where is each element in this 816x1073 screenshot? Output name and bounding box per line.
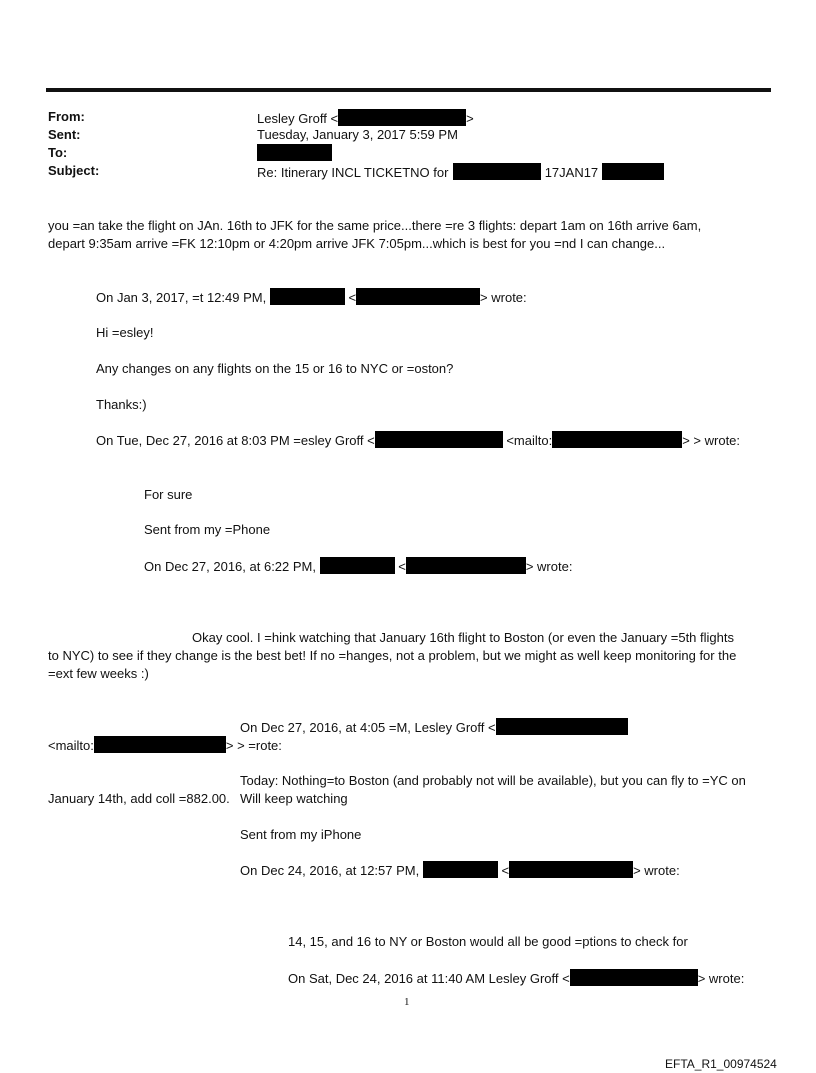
quote-line: Thanks:) (96, 397, 147, 412)
quote-line: Sent from my iPhone (240, 827, 362, 842)
quote-line: Sent from my =Phone (144, 522, 271, 537)
body-line: you =an take the flight on JAn. 16th to JFK for the same price...there =re 3 flights: depart 1am on 16th arrive 6am, (48, 218, 702, 233)
quote-header: On Dec 27, 2016, at 6:22 PM, < > wrote: (144, 559, 573, 574)
body-line: to NYC) to see if they change is the best bet! If no =hanges, not a problem, but we might as well keep monitoring for the (48, 648, 737, 663)
sent-label: Sent: (48, 127, 81, 142)
subject-value (257, 163, 664, 180)
redaction-box (453, 163, 541, 180)
quote-line: 14, 15, and 16 to NY or Boston would all be good =ptions to check for (288, 934, 688, 949)
redaction-box (602, 163, 664, 180)
quote-header: On Dec 24, 2016, at 12:57 PM, < > wrote: (240, 863, 680, 878)
from-name: Lesley Groff < (257, 111, 339, 126)
redaction-box (570, 969, 698, 986)
document-id: EFTA_R1_00974524 (665, 1057, 777, 1071)
subject-mid: 17JAN17 (544, 165, 599, 180)
quote-line: Hi =esley! (96, 325, 154, 340)
sent-value: Tuesday, January 3, 2017 5:59 PM (257, 127, 458, 142)
quote-line: For sure (144, 487, 193, 502)
subject-label: Subject: (48, 163, 100, 178)
from-label: From: (48, 109, 85, 124)
quote-header: On Jan 3, 2017, =t 12:49 PM, < > wrote: (96, 290, 527, 305)
quote-header: On Tue, Dec 27, 2016 at 8:03 PM =esley Groff < <mailto: > > wrote: (96, 433, 741, 448)
body-line: =ext few weeks :) (48, 666, 149, 681)
body-line: depart 9:35am arrive =FK 12:10pm or 4:20pm arrive JFK 7:05pm...which is best for you =nd I can change... (48, 236, 666, 251)
redaction-box (509, 861, 633, 878)
redaction-box (356, 288, 480, 305)
from-value (257, 109, 474, 126)
from-close: > (466, 111, 474, 126)
redaction-box (496, 718, 628, 735)
to-value (257, 144, 332, 163)
body-line: Okay cool. I =hink watching that January 16th flight to Boston (or even the January =5th flights (192, 630, 734, 645)
redaction-box (406, 557, 526, 574)
to-label: To: (48, 145, 68, 160)
quote-line: Will keep watching (240, 791, 348, 806)
redaction-box (375, 431, 503, 448)
redaction-box (257, 144, 332, 161)
quote-header: On Sat, Dec 24, 2016 at 11:40 AM Lesley Groff < > wrote: (288, 971, 745, 986)
header-rule (46, 88, 771, 92)
page-number: 1 (404, 996, 410, 1008)
quote-line: Today: Nothing=to Boston (and probably not will be available), but you can fly to =YC on (240, 773, 746, 788)
redaction-box (552, 431, 682, 448)
redaction-box (94, 736, 226, 753)
quote-line: January 14th, add coll =882.00. (48, 791, 230, 806)
redaction-box (320, 557, 395, 574)
redaction-box (338, 109, 466, 126)
quote-header-cont: <mailto: > > =rote: (48, 738, 282, 753)
redaction-box (270, 288, 345, 305)
redaction-box (423, 861, 498, 878)
quote-header: On Dec 27, 2016, at 4:05 =M, Lesley Groff < (240, 718, 628, 736)
quote-line: Any changes on any flights on the 15 or 16 to NYC or =oston? (96, 361, 454, 376)
subject-prefix: Re: Itinerary INCL TICKETNO for (257, 165, 449, 180)
